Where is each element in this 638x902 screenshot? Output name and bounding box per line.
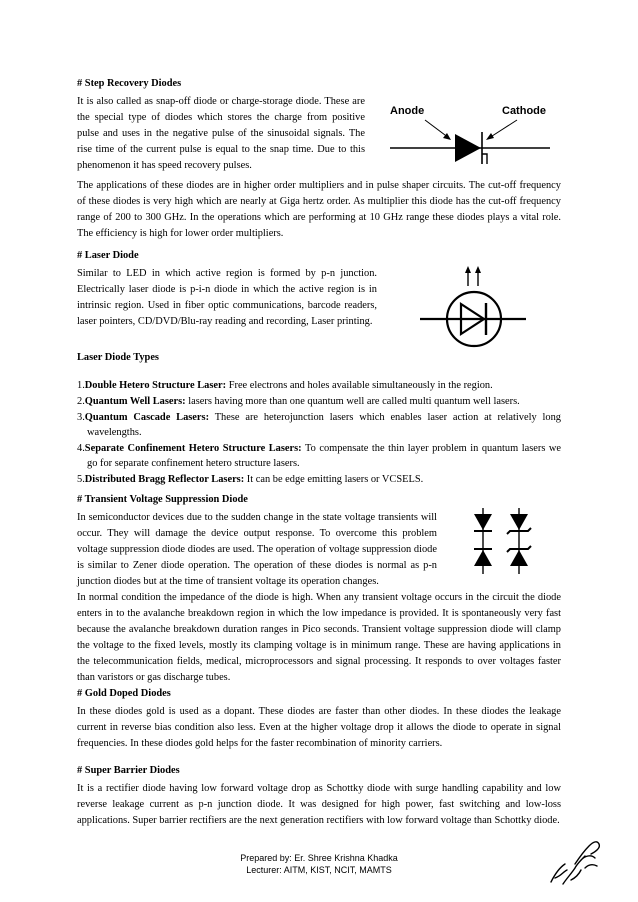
step-recovery-diode-symbol [385,98,560,178]
anode-label: Anode [390,105,425,117]
laser-types-list [77,378,561,487]
handwritten-signature [545,834,605,890]
laser-diode-symbol [418,264,528,354]
laser-type-item: 5.Distributed Bragg Reflector Lasers: It can be edge emitting lasers or VCSELS. [77,474,424,485]
heading-super-barrier: # Super Barrier Diodes [77,765,180,776]
laser-type-item: 4.Separate Confinement Hetero Structure Lasers: To compensate the thin layer problem in quantum lasers we go for separate confinement hetero structure lasers. [77,443,562,469]
heading-gold-doped: # Gold Doped Diodes [77,688,171,699]
footer-affiliation: Lecturer: AITM, KIST, NCIT, MAMTS [246,865,392,875]
heading-step-recovery: # Step Recovery Diodes [77,78,182,89]
step-recovery-applications: The applications of these diodes are in higher order multipliers and in pulse shaper circuits. The cut-off frequency of these diodes is very high which are nearly at Giga hertz order. As multiplier this diode has the cut-off frequency range of 200 to 300 GHz. In the operations which are performing at 10 GHz range these diodes plays a vital role. The efficiency is high for lower order multipliers. [77,180,561,239]
laser-diode-intro: Similar to LED in which active region is formed by p-n junction. Electrically laser diode is p-i-n diode in which the active region is in intrinsic region. Used in fiber optic communications, barcode readers, laser pointers, CD/DVD/Blu-ray reading and recording, Laser printing. [77,268,377,327]
laser-types-heading: Laser Diode Types [77,352,159,363]
tvs-diode-symbol [466,508,536,574]
laser-type-item: 2.Quantum Well Lasers: lasers having more than one quantum well are called multi quantum well lasers. [77,396,520,407]
cathode-label: Cathode [502,105,546,117]
tvs-body: In normal condition the impedance of the diode is high. When any transient voltage occurs in the circuit the diode enters in to the avalanche breakdown region in which the low impedance is provided. It is spontaneously very fast because the avalanche breakdown duration ranges in Pico seconds. Transient voltage suppression diode will clamp the voltage to the fixed levels, mostly its clamping voltage is in minimum range. These are having applications in the telecommunication fields, medical, microprocessors and signal processing. It responds to over voltages faster than varistors or gas discharge tubes. [77,592,561,683]
laser-type-item: 1.Double Hetero Structure Laser: Free electrons and holes available simultaneously in the region. [77,380,493,391]
laser-type-item: 3.Quantum Cascade Lasers: These are heterojunction lasers which enables laser action at relatively long wavelengths. [77,412,562,438]
heading-laser-diode: # Laser Diode [77,250,139,261]
super-barrier-body: It is a rectifier diode having low forward voltage drop as Schottky diode with surge handling capability and low reverse leakage current as p-n junction diode. It was designed for high power, fast switching and low-loss applications. Super barrier rectifiers are the next generation rectifiers with low forward voltage than Schottky diode. [77,783,561,826]
tvs-intro: In semiconductor devices due to the sudden change in the state voltage transients will occur. They will damage the device output response. To overcome this problem voltage suppression diode diodes are used. The operation of voltage suppression diode is similar to Zener diode operation. The operation of these diodes is normal as p-n junction diodes but at the time of transient voltage its operation changes. [77,512,437,587]
gold-doped-body: In these diodes gold is used as a dopant. These diodes are faster than other diodes. In these diodes the leakage current in reverse bias condition also less. Even at the higher voltage drop it allows the diode to operate in signal frequencies. In these diodes gold helps for the faster recombination of minority carriers. [77,706,561,749]
footer-author: Prepared by: Er. Shree Krishna Khadka [240,853,398,863]
step-recovery-intro: It is also called as snap-off diode or charge-storage diode. These are the special type of diodes which stores the charge from positive pulse and uses in the negative pulse of the sinusoidal signals. The rise time of the current pulse is equal to the snap time. Due to this phenomenon it has speed recovery pulses. [77,96,365,171]
page-footer [0,852,638,876]
heading-tvs-diode: # Transient Voltage Suppression Diode [77,494,248,505]
